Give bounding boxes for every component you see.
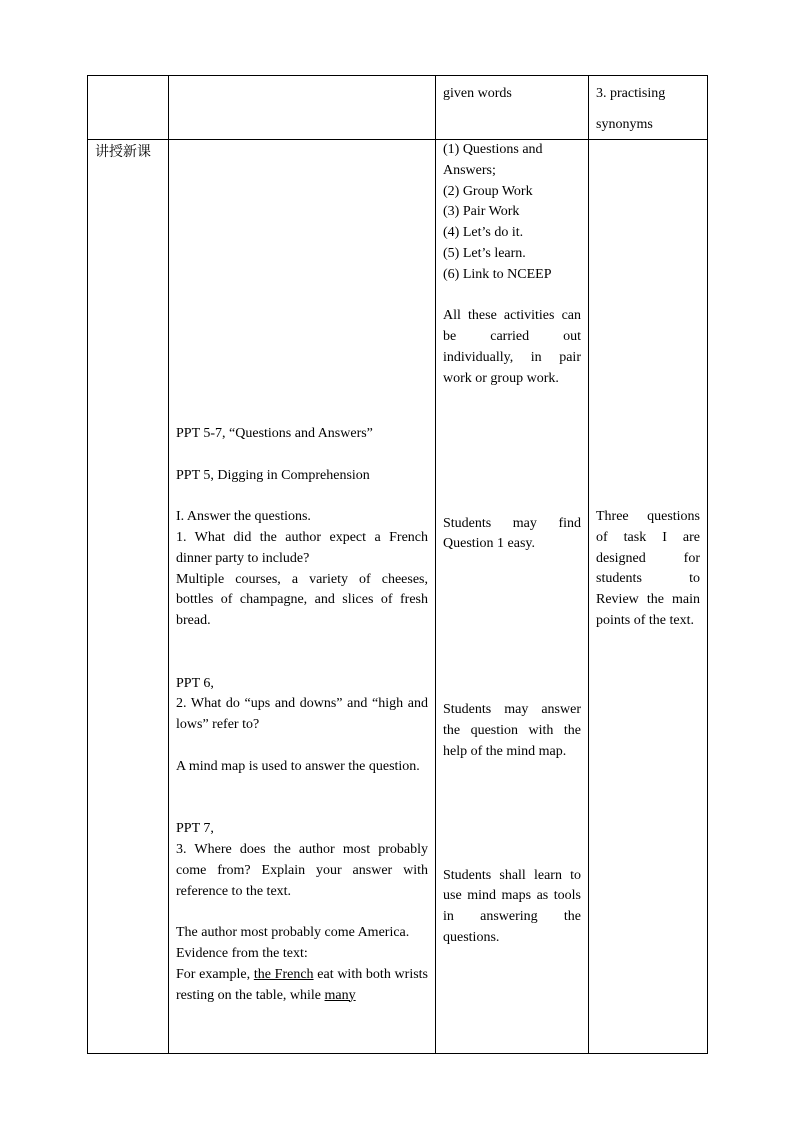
- answer-1: Multiple courses, a variety of cheeses, bottles of champagne, and slices of fresh bread.: [176, 571, 428, 629]
- question-2: 2. What do “ups and downs” and “high and lows” refer to?: [176, 696, 428, 733]
- cell-empty: [169, 76, 436, 140]
- ppt6-title: PPT 6,: [176, 675, 214, 691]
- lesson-plan-table: [87, 75, 708, 1054]
- answer-2: A mind map is used to answer the question.: [176, 758, 420, 774]
- evidence-label: Evidence from the text:: [176, 945, 308, 961]
- section-label: 讲授新课: [95, 144, 151, 160]
- activity-item: (1) Questions and: [443, 142, 543, 157]
- table-row: [88, 140, 708, 1054]
- activity-list: [443, 140, 581, 286]
- cell-activities: [436, 140, 589, 1054]
- cell-given-words: [436, 76, 589, 140]
- purpose-note: Three questions of task I are designed for students to Review the main points of the text.: [596, 509, 700, 628]
- activity-item: (4) Let’s do it.: [443, 225, 524, 241]
- ppt7-title: PPT 7,: [176, 821, 214, 837]
- cell-procedure: [169, 140, 436, 1054]
- student-note-3: Students shall learn to use mind maps as tools in answering the questions.: [443, 867, 581, 945]
- cell-practising-synonyms: [589, 76, 708, 140]
- ppt-range: PPT 5-7, “Questions and Answers”: [176, 426, 373, 441]
- cell-empty: [88, 76, 169, 140]
- task-title: I. Answer the questions.: [176, 509, 311, 525]
- cell-purpose: [589, 140, 708, 1054]
- activity-item: Answers;: [443, 162, 496, 178]
- activity-item: (5) Let’s learn.: [443, 245, 526, 261]
- activity-item: (2) Group Work: [443, 183, 533, 199]
- practising-line2: synonyms: [596, 116, 653, 132]
- activities-note: All these activities can be carried out individually, in pair work or group work.: [443, 308, 581, 386]
- practising-line1: 3. practising: [596, 86, 666, 101]
- question-3: 3. Where does the author most probably come from? Explain your answer with reference to the text.: [176, 841, 428, 899]
- question-1: 1. What did the author expect a French dinner party to include?: [176, 529, 428, 566]
- student-note-2: Students may answer the question with the help of the mind map.: [443, 702, 581, 759]
- ppt5-title: PPT 5, Digging in Comprehension: [176, 467, 370, 483]
- given-words-text: given words: [443, 86, 512, 101]
- answer-3: The author most probably come America.: [176, 925, 410, 941]
- evidence-text: For example, the French eat with both wrists resting on the table, while many: [176, 966, 429, 1003]
- table-row: [88, 76, 708, 140]
- student-note-1: Students may find Question 1 easy.: [443, 515, 581, 552]
- activity-item: (6) Link to NCEEP: [443, 266, 552, 282]
- activity-item: (3) Pair Work: [443, 204, 520, 220]
- cell-section-label: [88, 140, 169, 1054]
